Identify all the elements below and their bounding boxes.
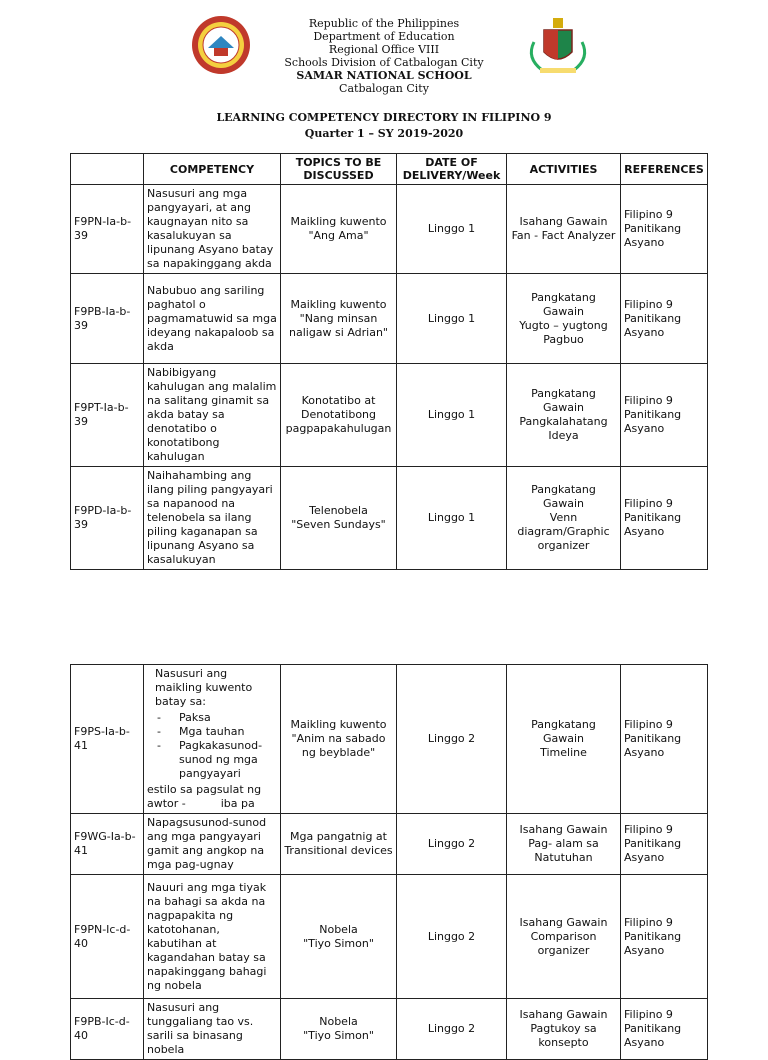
reference-line: Filipino 9 [624,394,673,407]
header-line-region: Regional Office VIII [328,43,440,56]
competency-intro: Nasusuri ang maikling kuwento batay sa: [155,667,253,708]
activity-line: Pangkatang Gawain [531,290,596,318]
topic-line: Mga pangatnig at [289,830,387,843]
activity-line: Comparison organizer [530,929,597,957]
topic-line: "Tiyo Simon" [303,936,374,950]
code-cell: F9PN-Ic-d-40 [71,875,144,999]
activity-line: Pangkatang Gawain [531,387,596,414]
activity-line: Pangkatang Gawain [531,483,596,510]
header-cell-date: DATE OF DELIVERY/Week [397,154,507,185]
reference-cell [621,999,708,1060]
reference-line: Panitikang Asyano [624,511,682,538]
activity-cell [507,274,621,364]
reference-line: Filipino 9 [624,823,673,836]
reference-cell [621,274,708,364]
topic-line: Maikling kuwento [290,297,387,311]
competency-tail: estilo sa pagsulat ng awtor - iba pa [147,783,265,810]
header-cell-code [71,154,144,185]
table-header-row [71,154,708,185]
reference-line: Filipino 9 [624,1008,673,1021]
list-item: - Paksa [153,711,277,725]
competency-cell: Nabibigyang kahulugan ang malalim na salitang ginamit sa akda batay sa denotatibo o konotatibong kahulugan [144,364,281,467]
reference-line: Panitikang Asyano [624,408,682,435]
activity-line: Pagtukoy sa konsepto [530,1022,597,1049]
reference-line: Panitikang Asyano [624,929,682,957]
title-line-2: Quarter 1 – SY 2019-2020 [304,127,464,140]
competency-cell: Nauuri ang mga tiyak na bahagi sa akda na nagpapakita ng katotohanan, kabutihan at kagandahan batay sa napakinggang bahagi ng nobela [144,875,281,999]
activity-cell [507,467,621,570]
topic-line: "Nang minsan naligaw si Adrian" [289,311,388,339]
activity-line: Yugto – yugtong Pagbuo [519,318,608,346]
competency-cell: Naihahambing ang ilang piling pangyayari sa napanood na telenobela sa ilang piling kaganapan sa lipunang Asyano sa kasalukuyan [144,467,281,570]
header-line-republic: Republic of the Philippines [308,17,460,30]
table-row [71,999,708,1060]
reference-cell [621,875,708,999]
table-row [71,185,708,274]
header-school-name: SAMAR NATIONAL SCHOOL [296,69,472,82]
reference-cell [621,467,708,570]
activity-line: Fan - Fact Analyzer [511,229,616,242]
competency-criteria-list [153,711,277,781]
reference-line: Panitikang Asyano [624,311,682,339]
topic-cell [281,364,397,467]
competency-table-page-1 [70,153,708,570]
date-cell: Linggo 1 [397,364,507,467]
header-city: Catbalogan City [339,82,429,95]
competency-cell [144,665,281,814]
topic-line: pagpapakahulugan [285,422,392,435]
header-cell-topics: TOPICS TO BE DISCUSSED [281,154,397,185]
table-row [71,814,708,875]
activity-cell [507,875,621,999]
reference-line: Filipino 9 [624,208,673,221]
table-row [71,875,708,999]
activity-cell [507,999,621,1060]
activity-line: Venn diagram/Graphic organizer [517,511,610,552]
code-cell: F9PD-Ia-b-39 [71,467,144,570]
competency-cell: Nabubuo ang sariling paghatol o pagmamatuwid sa mga ideyang nakapaloob sa akda [144,274,281,364]
table-row [71,467,708,570]
reference-line: Filipino 9 [624,297,673,311]
topic-line: Nobela [319,922,358,936]
reference-cell [621,185,708,274]
topic-line: Nobela [319,1015,358,1028]
header-cell-activities: ACTIVITIES [507,154,621,185]
list-item: - Mga tauhan [153,725,277,739]
topic-line: Telenobela [309,504,368,517]
date-cell: Linggo 2 [397,814,507,875]
activity-line: Isahang Gawain [519,915,608,929]
topic-cell [281,999,397,1060]
activity-cell [507,364,621,467]
reference-line: Panitikang Asyano [624,837,682,864]
topic-cell [281,875,397,999]
activity-line: Pangkatang Gawain [531,718,596,745]
topic-cell [281,274,397,364]
reference-line: Filipino 9 [624,915,673,929]
list-item: - Pagkakasunod-sunod ng mga pangyayari [153,739,277,781]
reference-cell [621,665,708,814]
date-cell: Linggo 2 [397,665,507,814]
reference-cell [621,364,708,467]
topic-line: "Anim na sabado ng beyblade" [291,732,386,759]
topic-cell [281,665,397,814]
reference-line: Panitikang Asyano [624,1022,682,1049]
header-line-department: Department of Education [313,30,455,43]
topic-line: Maikling kuwento [290,718,387,731]
reference-line: Panitikang Asyano [624,222,682,249]
activity-line: Isahang Gawain [519,215,608,228]
code-cell: F9PT-Ia-b-39 [71,364,144,467]
code-cell: F9PB-Ic-d-40 [71,999,144,1060]
topic-line: "Tiyo Simon" [303,1029,374,1042]
document-header [0,14,768,106]
topic-line: Transitional devices [284,844,393,857]
activity-line: Isahang Gawain [519,823,608,836]
activity-line: Pangkalahatang Ideya [519,415,608,442]
code-cell: F9PB-Ia-b-39 [71,274,144,364]
reference-line: Panitikang Asyano [624,732,682,759]
school-seal-icon [522,14,594,76]
reference-line: Filipino 9 [624,497,673,510]
competency-cell: Nasusuri ang mga pangyayari, at ang kaugnayan nito sa kasalukuyan sa lipunang Asyano batay sa napakinggang akda [144,185,281,274]
date-cell: Linggo 1 [397,274,507,364]
activity-line: Timeline [540,746,587,759]
topic-line: "Seven Sundays" [291,518,386,531]
date-cell: Linggo 1 [397,185,507,274]
date-cell: Linggo 1 [397,467,507,570]
activity-cell [507,665,621,814]
topic-line: "Ang Ama" [308,229,369,242]
code-cell: F9PN-Ia-b-39 [71,185,144,274]
competency-cell: Napagsusunod-sunod ang mga pangyayari gamit ang angkop na mga pag-ugnay [144,814,281,875]
activity-line: Pag- alam sa Natutuhan [528,837,599,864]
date-cell: Linggo 2 [397,875,507,999]
topic-cell [281,185,397,274]
header-text [0,17,768,95]
table-row [71,665,708,814]
date-cell: Linggo 2 [397,999,507,1060]
reference-line: Filipino 9 [624,718,673,731]
activity-cell [507,814,621,875]
header-cell-competency: COMPETENCY [144,154,281,185]
header-line-division: Schools Division of Catbalogan City [284,56,484,69]
topic-cell [281,814,397,875]
table-row [71,274,708,364]
header-cell-references: REFERENCES [621,154,708,185]
activity-line: Isahang Gawain [519,1008,608,1021]
code-cell: F9PS-Ia-b-41 [71,665,144,814]
table-row [71,364,708,467]
document-title [0,110,768,142]
topic-cell [281,467,397,570]
title-line-1: LEARNING COMPETENCY DIRECTORY IN FILIPINO 9 [216,111,552,124]
activity-cell [507,185,621,274]
competency-cell: Nasusuri ang tunggaliang tao vs. sarili sa binasang nobela [144,999,281,1060]
competency-table-page-2 [70,664,708,1060]
topic-line: Maikling kuwento [290,215,387,228]
topic-line: Konotatibo at Denotatibong [300,394,377,421]
code-cell: F9WG-Ia-b-41 [71,814,144,875]
reference-cell [621,814,708,875]
